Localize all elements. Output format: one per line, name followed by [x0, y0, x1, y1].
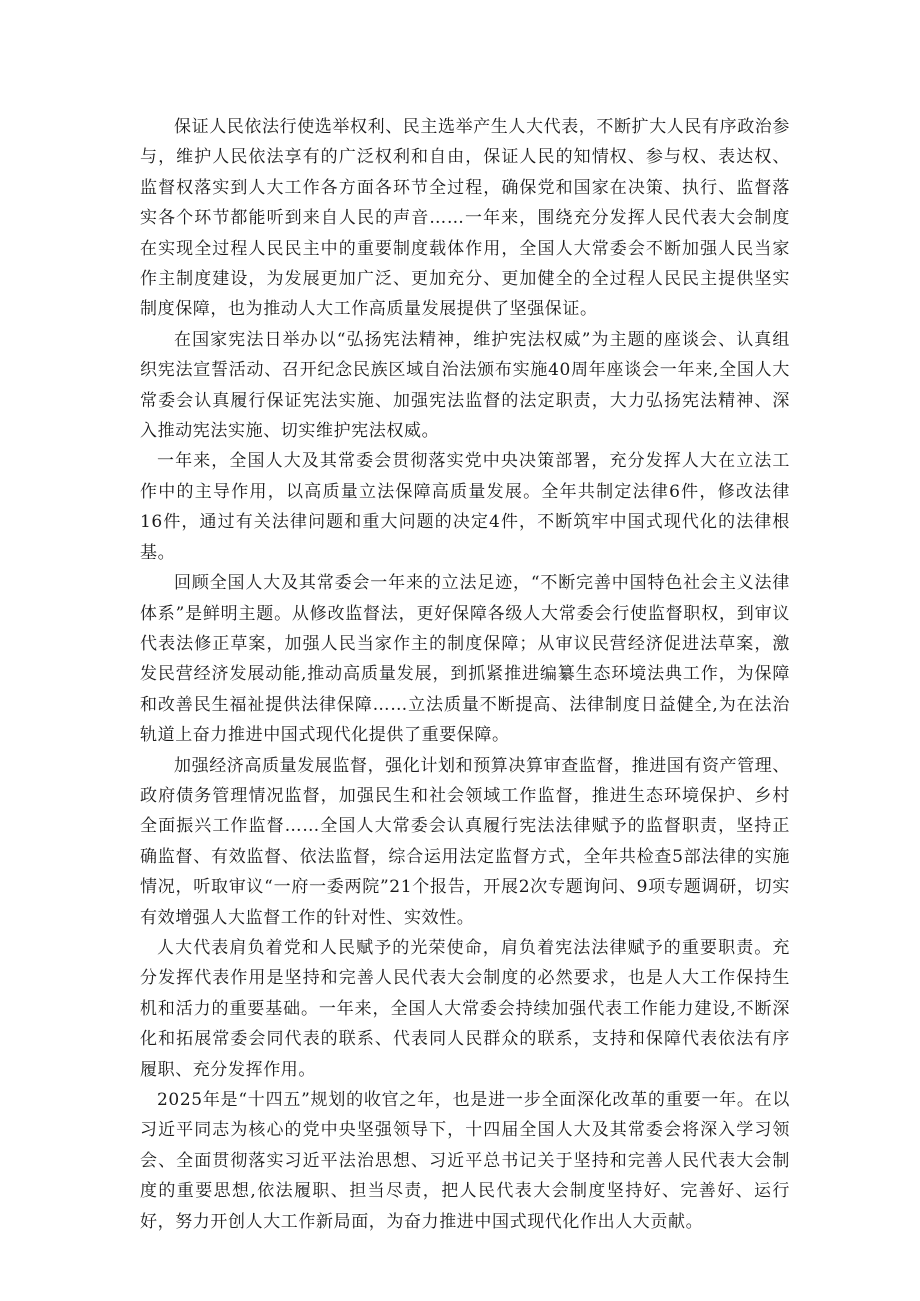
- article-body: [140, 112, 790, 1237]
- paragraph-legal-system: 回顾全国人大及其常委会一年来的立法足迹，“不断完善中国特色社会主义法律体系”是鲜明主题。从修改监督法，更好保障各级人大常委会行使监督职权，到审议代表法修正草案，加强人民当家作主的制度保障；从审议民营经济促进法草案，激发民营经济发展动能,推动高质量发展，到抓紧推进编纂生态环境法典工作，为保障和改善民生福祉提供法律保障……立法质量不断提高、法律制度日益健全,为在法治轨道上奋力推进中国式现代化提供了重要保障。: [140, 573, 790, 746]
- paragraph-legislation-summary: 一年来，全国人大及其常委会贯彻落实党中央决策部署，充分发挥人大在立法工作中的主导作用，以高质量立法保障高质量发展。全年共制定法律6件，修改法律16件，通过有关法律问题和重大问题的决定4件，不断筑牢中国式现代化的法律根基。: [140, 451, 790, 563]
- paragraph-outlook-2025: 2025年是“十四五”规划的收官之年，也是进一步全面深化改革的重要一年。在以习近平同志为核心的党中央坚强领导下，十四届全国人大及其常委会将深入学习领会、全面贯彻落实习近平法治思想、习近平总书记关于坚持和完善人民代表大会制度的重要思想,依法履职、担当尽责，把人民代表大会制度坚持好、完善好、运行好，努力开创人大工作新局面，为奋力推进中国式现代化作出人大贡献。: [140, 1090, 790, 1232]
- paragraph-supervision: 加强经济高质量发展监督，强化计划和预算决算审查监督，推进国有资产管理、政府债务管理情况监督，加强民生和社会领域工作监督，推进生态环境保护、乡村全面振兴工作监督……全国人大常委会认真履行宪法法律赋予的监督职责，坚持正确监督、有效监督、依法监督，综合运用法定监督方式，全年共检查5部法律的实施情况，听取审议“一府一委两院”21个报告，开展2次专题询问、9项专题调研，切实有效增强人大监督工作的针对性、实效性。: [140, 755, 790, 928]
- paragraph-deputies: 人大代表肩负着党和人民赋予的光荣使命，肩负着宪法法律赋予的重要职责。充分发挥代表作用是坚持和完善人民代表大会制度的必然要求，也是人大工作保持生机和活力的重要基础。一年来，全国人大常委会持续加强代表工作能力建设,不断深化和拓展常委会同代表的联系、代表同人民群众的联系，支持和保障代表依法有序履职、充分发挥作用。: [140, 937, 790, 1080]
- paragraph-whole-process-democracy: 保证人民依法行使选举权利、民主选举产生人大代表，不断扩大人民有序政治参与，维护人民依法享有的广泛权利和自由，保证人民的知情权、参与权、表达权、监督权落实到人大工作各方面各环节全过程，确保党和国家在决策、执行、监督落实各个环节都能听到来自人民的声音……一年来，围绕充分发挥人民代表大会制度在实现全过程人民民主中的重要制度载体作用，全国人大常委会不断加强人民当家作主制度建设，为发展更加广泛、更加充分、更加健全的全过程人民民主提供坚实制度保障，也为推动人大工作高质量发展提供了坚强保证。: [140, 117, 790, 320]
- paragraph-constitution-day: 在国家宪法日举办以“弘扬宪法精神，维护宪法权威”为主题的座谈会、认真组织宪法宣誓活动、召开纪念民族区域自治法颁布实施40周年座谈会一年来,全国人大常委会认真履行保证宪法实施、加强宪法监督的法定职责，大力弘扬宪法精神、深入推动宪法实施、切实维护宪法权威。: [140, 329, 790, 442]
